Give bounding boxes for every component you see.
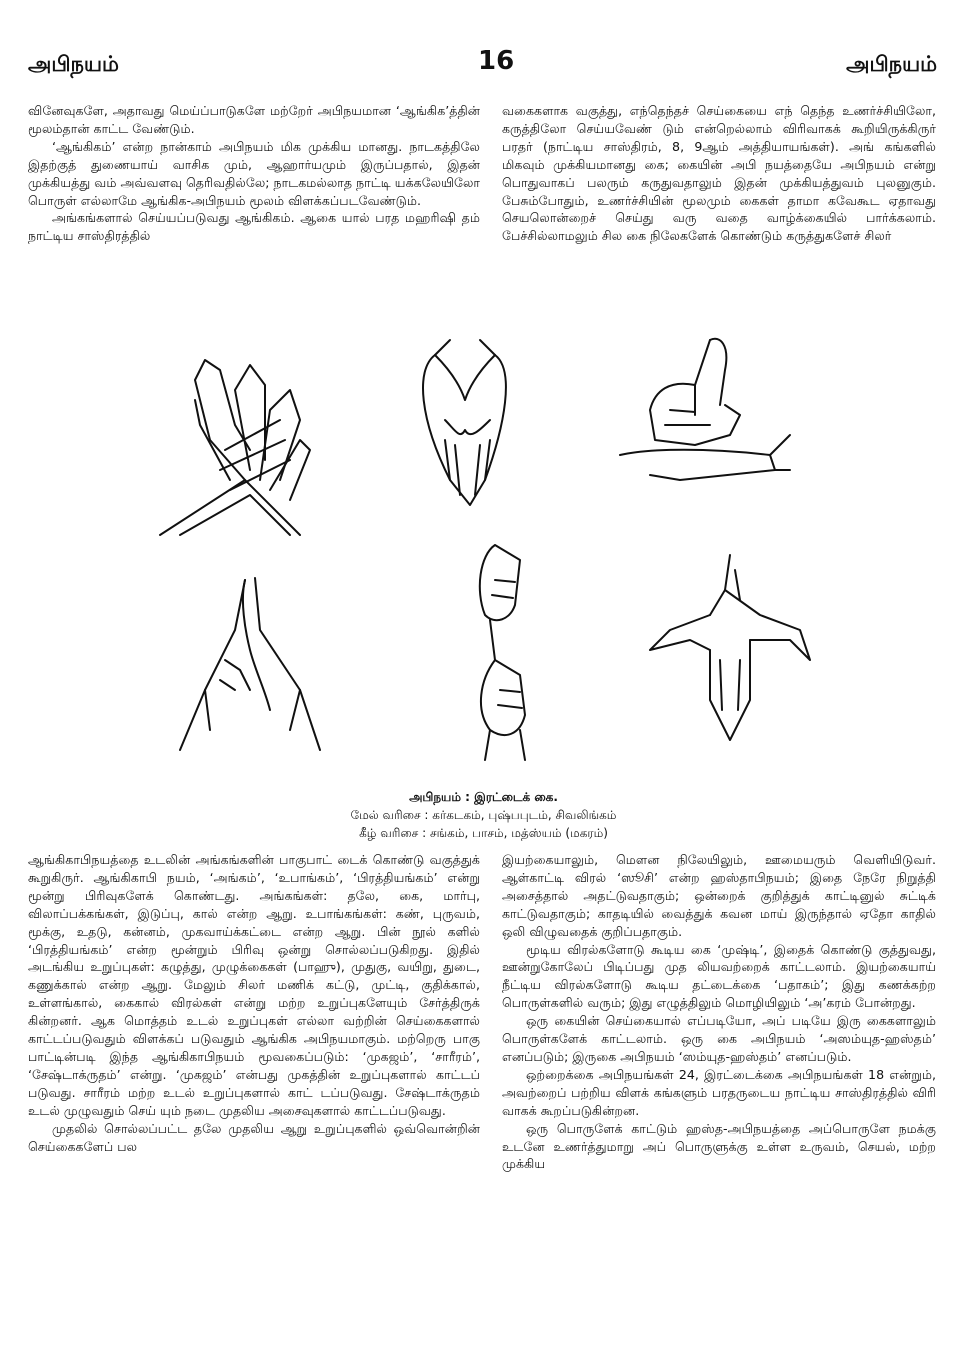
matsyam-hands-illustration — [650, 555, 810, 740]
figure-caption-upper-row: மேல் வரிசை : கர்கடகம், புஷ்பபுடம், சிவலிங்கம் — [350, 808, 617, 822]
shankham-hands-illustration — [180, 578, 320, 750]
paragraph: வகைகளாக வகுத்து, எந்தெந்தச் செய்கையை எந் தெந்த உணர்ச்சியிலோ, கருத்திலோ செய்யவேண் டும் என்றெல்லாம் விரிவாகக் கூறியிருக்கிருர் பரதர் (நாட்டிய சாஸ்திரம், 8, 9ஆம் அத்தியாயங்கள்). அங் கங்களில் மிகவும் முக்கியமானது கை; கையின் அபி நயத்தையே அபிநயம் என்று பொதுவாகப் பலரும் கருதுவதாலும் இதன் முக்கியத்துவம் புலனுகும். பேசும்போதும், உணர்ச்சியின் மூலமும் கைகள் தாமா கவேகூட ஏதாவது செயலொன்றைச் செய்து வரு வதை வாழ்க்கையில் பார்க்கலாம். பேச்சில்லாமலும் சில கை நிலேகளேக் கொண்டும் கருத்துகளேச் சிலர் — [502, 103, 936, 244]
running-head-right: அபிநயம் — [846, 52, 937, 76]
karkatakam-hands-illustration — [160, 360, 310, 535]
pushpaputam-hands-illustration — [423, 340, 506, 505]
figure-title: அபிநயம் : இரட்டைக் கை. — [409, 790, 558, 804]
paragraph: ஆங்கிகாபிநயத்தை உடலின் அங்கங்களின் பாகுபாட் டைக் கொண்டு வகுத்துக் கூறுகிருர். ஆங்கிகாபி நயம், ‘அங்கம்’, ‘உபாங்கம்’, ‘பிரத்தியங்கம்’ என்று மூன்று பிரிவுகளேக் கொண்டது. அங்கங்கள்: தலே, கை, மார்பு, விலாப்பக்கங்கள், இடுப்பு, கால் என்ற ஆறு. உபாங்கங்கள்: கண், புருவம், மூக்கு, உதடு, கன்னம், முகவாய்க்கட்டை என்ற ஆறு. பின் நூல் களில் ‘பிரத்தியங்கம்’ என்ற மூன்றும் பிரிவு ஒன்று சொல்லப்படுகிறது. இதில் அடங்கிய உறுப்புகள்: கழுத்து, முழுக்கைகள் (பாஹு), முதுகு, வயிறு, துடை, கணுக்கால் என்ற ஆறு. மேலும் சிலர் மணிக் கட்டு, முட்டி, குதிக்கால், உள்ளங்கால், கைகால் விரல்கள் என்று மற்ற உறுப்புகளேயும் சேர்த்திருக் கின்றனர். ஆக மொத்தம் உடல் உறுப்புகள் எல்லா வற்றின் செய்கைகளால் காட்டப்படுவதும் விளக்கப் படுவதும் ஆங்கிக அபிநயமாகும். மற்றெரு பாகு பாட்டின்படி இந்த ஆங்கிகாபிநயம் மூவகைப்படும்: ‘முகஜம்’, ‘சாரீரம்’, ‘சேஷ்டாக்ருதம்’ என்று. ‘முகஜம்’ என்பது முகத்தின் உறுப்புகளால் காட்டப் படுவது. சாரீரம் மற்ற உடல் உறுப்புகளால் காட் டப்படுவது. சேஷ்டாக்ருதம் உடல் முழுவதும் செய் யும் நடை முதலிய அசைவுகளால் காட்டப்படுவது. — [28, 852, 480, 1118]
running-head-left: அபிநயம் — [28, 52, 119, 76]
bottom-right-column — [502, 851, 936, 1173]
top-right-column — [502, 102, 936, 245]
page-number: 16 — [478, 46, 515, 76]
paragraph: ஒரு பொருளேக் காட்டும் ஹஸ்த-அபிநயத்தை அப்பொருளே நமக்கு உடனே உணர்த்துமாறு அப் பொருளுக்கு உள்ள உருவம், செயல், மற்ற முக்கிய — [502, 1120, 936, 1172]
paragraph: வினேவுகளே, அதாவது மெய்ப்பாடுகளே மற்றேர் அபிநயமான ‘ஆங்கிக’த்தின் மூலம்தான் காட்ட வேண்டும். — [28, 103, 480, 136]
paragraph: ஒரு கையின் செய்கையால் எப்படியோ, அப் படியே இரு கைகளாலும் பொருள்களேக் காட்டலாம். ஒரு கை அபிநயம் ‘அஸம்யுத-ஹஸ்தம்’ எனப்படும்; இருகை அபிநயம் ‘ஸம்யுத-ஹஸ்தம்’ எனப்படும். — [502, 1013, 936, 1064]
paragraph: முதலில் சொல்லப்பட்ட தலே முதலிய ஆறு உறுப்புகளில் ஒவ்வொன்றின் செய்கைகளேப் பல — [28, 1120, 480, 1154]
paragraph: அங்கங்களால் செய்யப்படுவது ஆங்கிகம். ஆகை யால் பரத மஹரிஷி தம் நாட்டிய சாஸ்திரத்தில் — [28, 210, 480, 244]
figure-caption-lower-row: கீழ் வரிசை : சங்கம், பாசம், மத்ஸ்யம் (மகரம்) — [359, 826, 608, 840]
paragraph: இயற்கையாலும், மௌன நிலேயிலும், ஊமையரும் வெளியிடுவர். ஆள்காட்டி விரல் ‘ஸூசி’ என்ற ஹஸ்தாபிநயம்; இதை நேரே நிறுத்தி அசைத்தால் அதட்டுவதாகும்; ஒன்றைக் குறித்துக் காட்டினுல் சுட்டிக் காட்டுவதாகும்; காதடியில் வைத்துக் கவன மாய் இருந்தால் ஏதோ காதில் ஒலி விழுவதைக் குறிப்பதாகும். — [502, 852, 936, 939]
paragraph: ‘ஆங்கிகம்’ என்ற நான்காம் அபிநயம் மிக முக்கிய மானது. நாடகத்திலே இதற்குத் துணையாய் வாசிக மும், ஆஹார்யமும் இருப்பதால், இதன் முக்கியத்து வம் அவ்வளவு தெரிவதில்லே; நாடகமல்லாத நாட்டி யக்கலேயிலோ பொருள் எல்லாமே ஆங்கிக-அபிநயம் மூலம் விளக்கப்படவேண்டும். — [28, 138, 481, 208]
top-left-column — [28, 102, 480, 245]
shivalingam-hands-illustration — [620, 339, 790, 480]
paragraph: ஒற்றைக்கை அபிநயங்கள் 24, இரட்டைக்கை அபிநயங்கள் 18 என்றும், அவற்றைப் பற்றிய விளக் கங்களும் பரதருடைய நாட்டிய சாஸ்திரத்தில் விரி வாகக் கூறப்படுகின்றன. — [502, 1066, 936, 1118]
hand-gesture-illustrations — [150, 330, 850, 780]
paragraph: மூடிய விரல்களோடு கூடிய கை ‘முஷ்டி’, இதைக் கொண்டு குத்துவது, ஊன்றுகோலேப் பிடிப்பது முத லியவற்றைக் காட்டலாம். இயற்கையாய் நீட்டிய விரல்களோடு கூடிய தட்டைக்கை ‘பதாகம்’; இது கணக்கற்ற பொருள்களில் வரும்; இது எழுத்திலும் மொழியிலும் ‘அ’கரம் போன்றது. — [502, 941, 936, 1011]
bottom-left-column — [28, 851, 480, 1155]
pasham-hands-illustration — [480, 545, 525, 760]
